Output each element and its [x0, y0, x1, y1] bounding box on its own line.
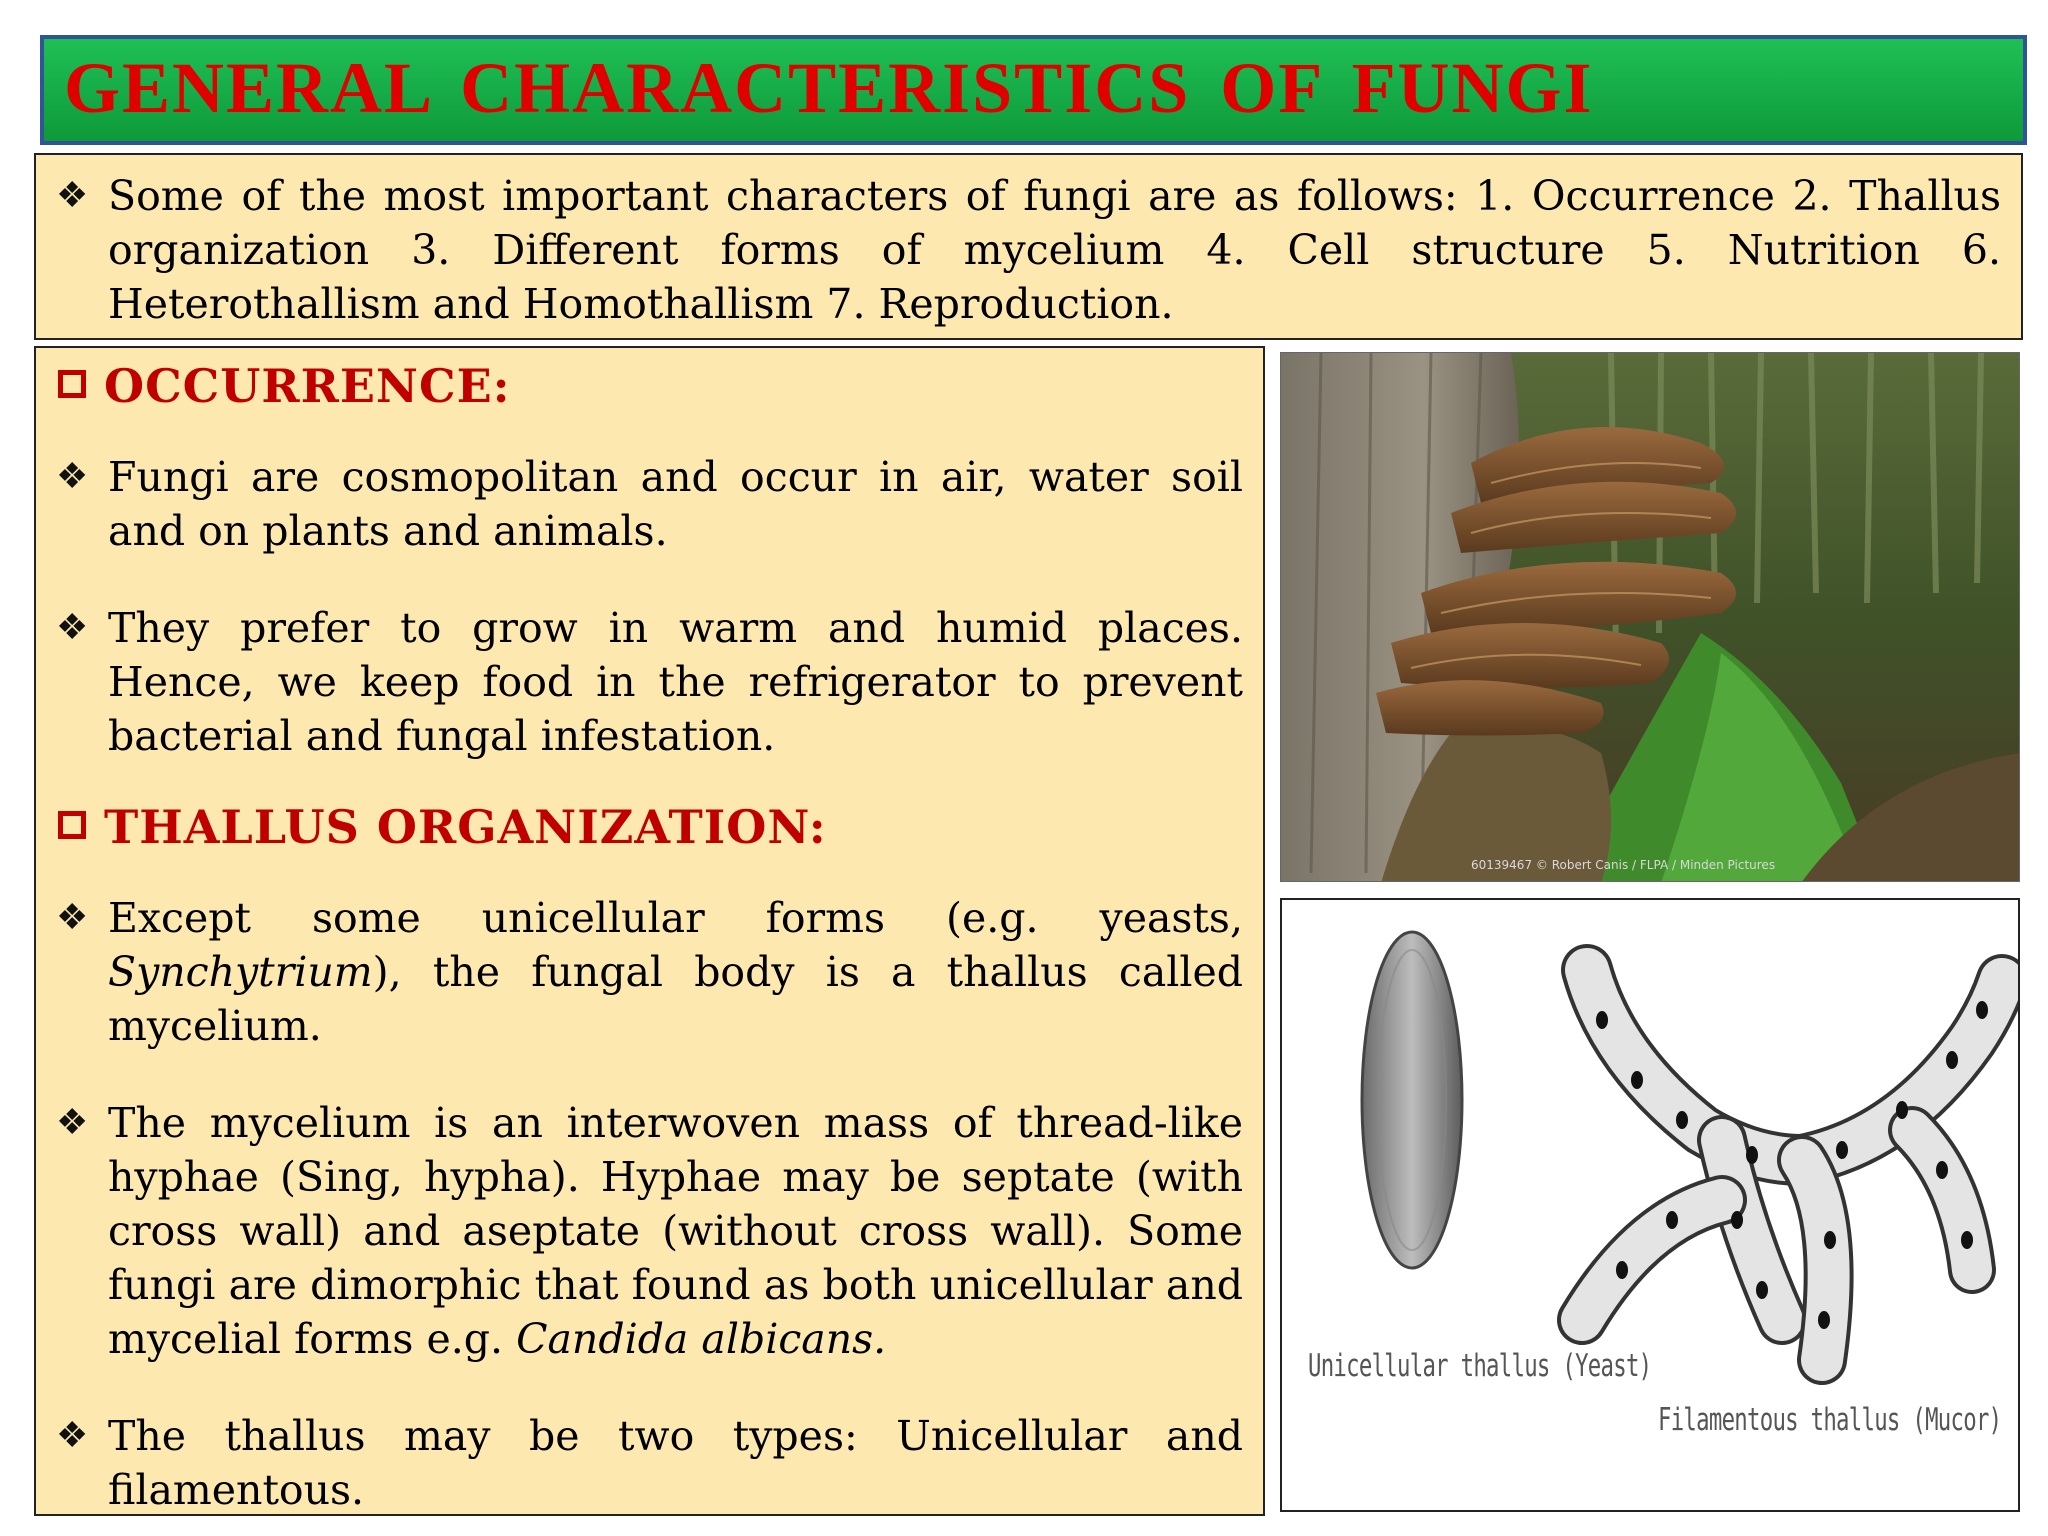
occurrence-heading	[56, 356, 1243, 416]
intro-bullet: ❖ Some of the most important characters of fungi are as follows: 1. Occurrence 2. Thallus organization 3. Different forms of mycelium 4. Cell structure 5. Nutrition 6. Heterothallism and Homothallism 7. Reproduction.	[56, 169, 2001, 331]
thallus-bullet-2	[56, 1096, 1243, 1366]
bracket-fungus-illustration	[1281, 353, 2020, 882]
page-title: GENERAL CHARACTERISTICS OF FUNGI	[64, 48, 1594, 128]
bracket-fungus-photo	[1280, 352, 2020, 882]
checkbox-bullet-icon	[58, 370, 86, 398]
checkbox-bullet-icon	[58, 811, 86, 839]
intro-box	[34, 153, 2023, 340]
thallus-bullet-2-text: The mycelium is an interwoven mass of thread-like hyphae (Sing, hypha). Hyphae may be septate (with cross wall) and aseptate (without cross wall). Some fungi are dimorphic that found as both unicellular and mycelial forms e.g.	[108, 1099, 1243, 1363]
occurrence-bullet-2: ❖ They prefer to grow in warm and humid places. Hence, we keep food in the refrigerator to prevent bacterial and fungal infestation.	[56, 601, 1243, 763]
candida-text: Candida albicans.	[516, 1315, 887, 1363]
content-panel	[34, 346, 1265, 1516]
thallus-bullet-1-text: Except some unicellular forms (e.g. yeasts,	[108, 894, 1243, 942]
thallus-bullet-3: ❖ The thallus may be two types: Unicellular and filamentous.	[56, 1409, 1243, 1517]
title-bar	[40, 35, 2027, 145]
thallus-bullet-1	[56, 891, 1243, 1053]
synchytrium-text: Synchytrium	[108, 948, 373, 996]
thallus-heading	[56, 797, 1243, 857]
photo-credit: 60139467 © Robert Canis / FLPA / Minden Pictures	[1471, 858, 1776, 872]
thallus-diagram	[1280, 898, 2020, 1512]
occurrence-heading-text: OCCURRENCE:	[104, 359, 511, 413]
unicellular-label: Unicellular thallus (Yeast)	[1308, 1348, 1652, 1384]
thallus-heading-text: THALLUS ORGANIZATION:	[104, 800, 827, 854]
occurrence-bullet-1: ❖ Fungi are cosmopolitan and occur in air, water soil and on plants and animals.	[56, 450, 1243, 558]
thallus-bullet-1-text-end: ), the fungal body is a thallus called mycelium.	[108, 948, 1243, 1050]
filamentous-label: Filamentous thallus (Mucor)	[1658, 1402, 2002, 1438]
